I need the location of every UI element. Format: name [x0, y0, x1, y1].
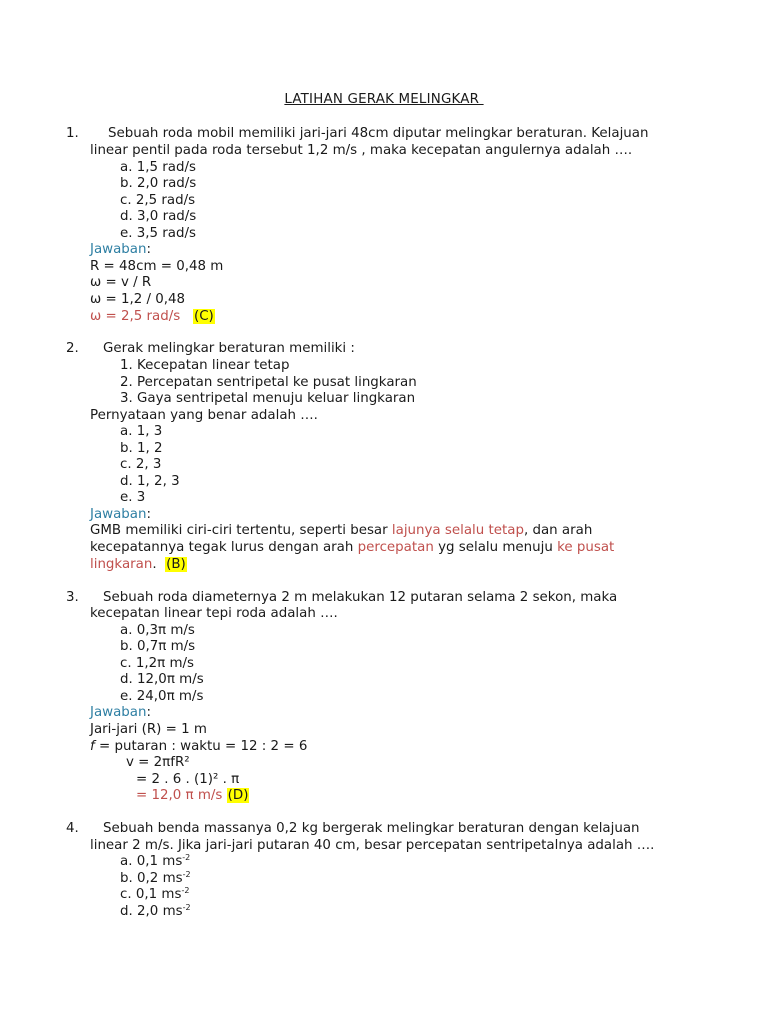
option: a. 1,5 rad/s	[120, 160, 196, 175]
option: a. 0,3π m/s	[120, 623, 195, 638]
solution-step: v = 2πfR²	[126, 755, 190, 770]
option	[120, 886, 189, 903]
question-number: 4.	[66, 821, 79, 836]
explanation-line	[90, 556, 187, 573]
answer-label: Jawaban	[90, 507, 147, 522]
answer-label: Jawaban	[90, 242, 147, 257]
option: b. 2,0 rad/s	[120, 176, 197, 191]
answer-heading	[90, 704, 151, 721]
step-text: = putaran : waktu = 12 : 2 = 6	[94, 739, 308, 754]
question-text: Sebuah roda diameternya 2 m melakukan 12 putaran selama 2 sekon, maka	[103, 590, 618, 605]
option-text: b. 0,2 ms	[120, 871, 183, 886]
question-text: kecepatan linear tepi roda adalah ….	[90, 606, 338, 621]
option-exponent: -2	[182, 870, 191, 879]
solution-step	[90, 738, 307, 755]
question-text: linear pentil pada roda tersebut 1,2 m/s , maka kecepatan angulernya adalah ….	[90, 143, 633, 158]
solution-step: = 2 . 6 . (1)² . π	[136, 772, 240, 787]
option-text: d. 2,0 ms	[120, 904, 183, 919]
explanation-highlight: lingkaran	[90, 557, 153, 572]
variable-f: f	[90, 739, 95, 754]
option: d. 3,0 rad/s	[120, 209, 197, 224]
statement: 1. Kecepatan linear tetap	[120, 358, 290, 373]
option: c. 2, 3	[120, 457, 162, 472]
option-text: c. 0,1 ms	[120, 887, 182, 902]
option: c. 1,2π m/s	[120, 656, 195, 671]
option: d. 12,0π m/s	[120, 672, 204, 687]
statement: 3. Gaya sentripetal menuju keluar lingkaran	[120, 391, 416, 406]
question-text: Gerak melingkar beraturan memiliki :	[103, 341, 355, 356]
option: e. 3	[120, 490, 146, 505]
explanation-line	[90, 522, 592, 539]
explanation-highlight: ke pusat	[557, 540, 615, 555]
result-text: ω = 2,5 rad/s	[90, 309, 181, 324]
option: b. 1, 2	[120, 441, 163, 456]
option: d. 1, 2, 3	[120, 474, 180, 489]
option: e. 3,5 rad/s	[120, 226, 197, 241]
option	[120, 870, 191, 887]
explanation-line	[90, 539, 614, 556]
question-text: linear 2 m/s. Jika jari-jari putaran 40 cm, besar percepatan sentripetalnya adalah ….	[90, 838, 655, 853]
page-title: LATIHAN GERAK MELINGKAR	[284, 92, 484, 107]
question-number: 2.	[66, 341, 79, 356]
question-text: Sebuah benda massanya 0,2 kg bergerak melingkar beraturan dengan kelajuan	[103, 821, 640, 836]
answer-letter: (C)	[193, 309, 214, 324]
answer-letter: (B)	[166, 557, 186, 572]
option: b. 0,7π m/s	[120, 639, 196, 654]
answer-label: Jawaban	[90, 705, 147, 720]
answer-colon: :	[146, 507, 152, 522]
solution-result	[136, 787, 249, 804]
solution-step: ω = 1,2 / 0,48	[90, 292, 186, 307]
statement: 2. Percepatan sentripetal ke pusat lingkaran	[120, 375, 417, 390]
explanation-highlight: percepatan	[357, 540, 434, 555]
answer-colon: :	[146, 705, 152, 720]
explanation-text: .	[152, 557, 157, 572]
solution-result	[90, 308, 215, 325]
explanation-text: yg selalu menuju	[433, 540, 558, 555]
option: e. 24,0π m/s	[120, 689, 204, 704]
option-exponent: -2	[181, 886, 190, 895]
option	[120, 853, 190, 870]
explanation-text: GMB memiliki ciri-ciri tertentu, seperti besar	[90, 523, 392, 538]
answer-colon: :	[146, 242, 152, 257]
result-text: = 12,0 π m/s	[136, 788, 223, 803]
answer-letter: (D)	[227, 788, 249, 803]
option: a. 1, 3	[120, 424, 163, 439]
question-number: 3.	[66, 590, 79, 605]
explanation-highlight: lajunya selalu tetap	[391, 523, 524, 538]
explanation-text: kecepatannya tegak lurus dengan arah	[90, 540, 358, 555]
solution-step: R = 48cm = 0,48 m	[90, 259, 224, 274]
answer-heading	[90, 506, 151, 523]
explanation-text: , dan arah	[523, 523, 593, 538]
option	[120, 903, 191, 920]
answer-heading	[90, 241, 151, 258]
question-prompt: Pernyataan yang benar adalah ….	[90, 408, 318, 423]
question-text: Sebuah roda mobil memiliki jari-jari 48cm diputar melingkar beraturan. Kelajuan	[108, 126, 649, 141]
solution-step: Jari-jari (R) = 1 m	[90, 722, 207, 737]
solution-step: ω = v / R	[90, 275, 152, 290]
option: c. 2,5 rad/s	[120, 193, 196, 208]
option-exponent: -2	[182, 903, 191, 912]
option-text: a. 0,1 ms	[120, 854, 183, 869]
question-number: 1.	[66, 126, 79, 141]
option-exponent: -2	[182, 853, 191, 862]
